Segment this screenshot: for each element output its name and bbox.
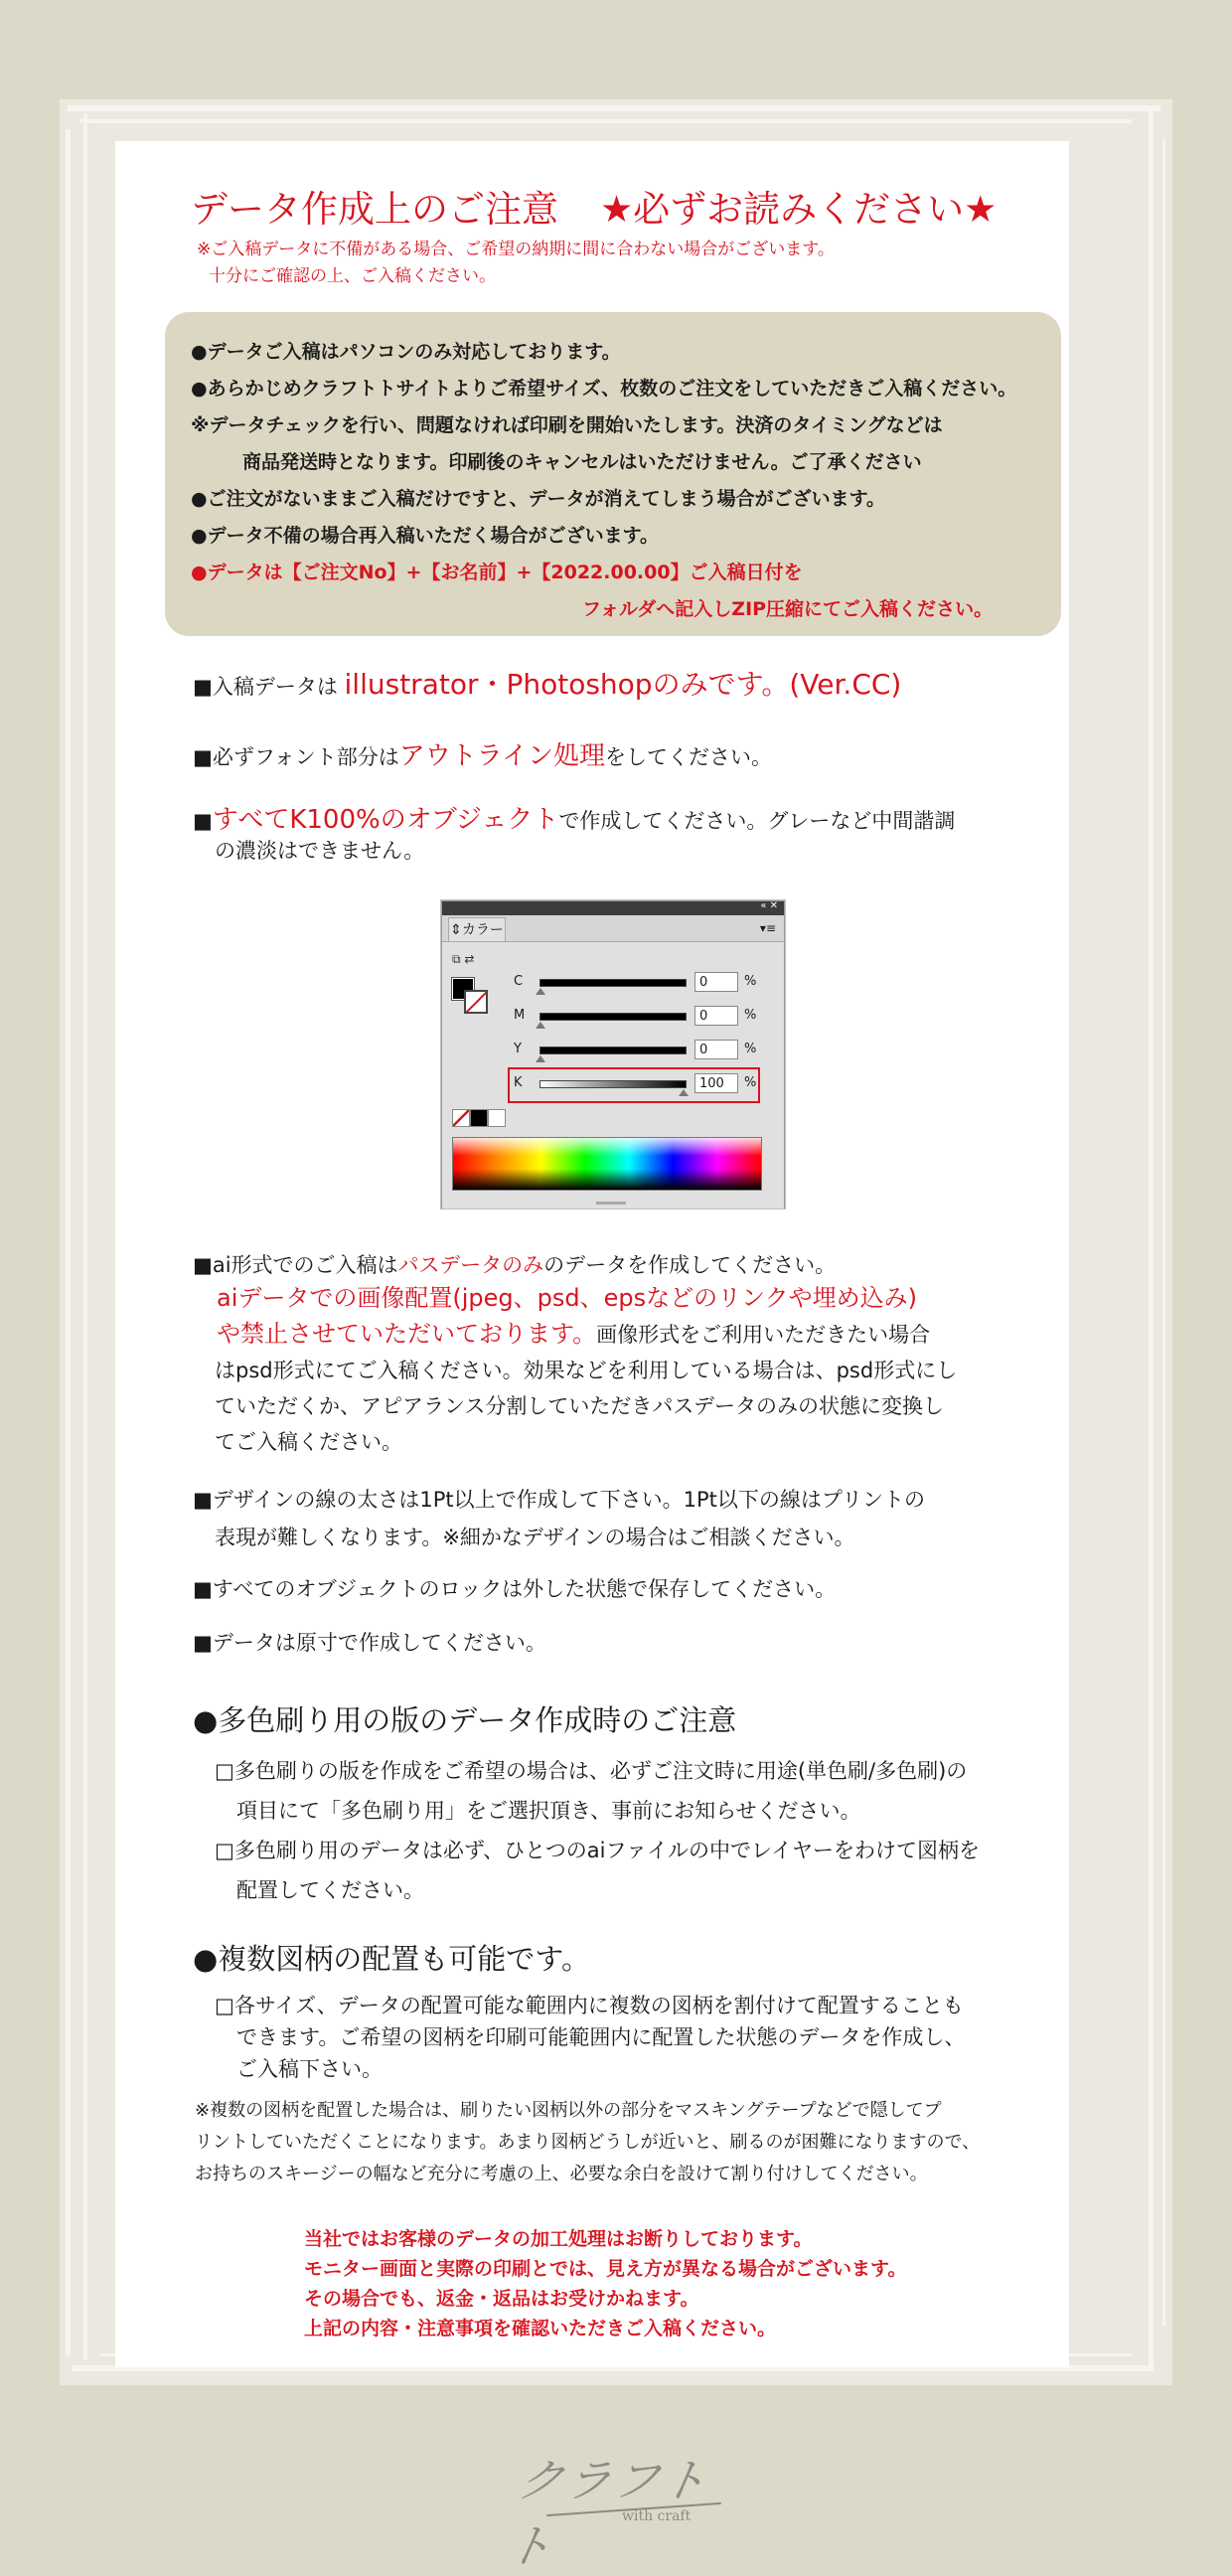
note-line: ※複数の図柄を配置した場合は、刷りたい図柄以外の部分をマスキングテープなどで隠してプ (195, 2100, 942, 2121)
channel-y (514, 1040, 762, 1063)
section-text: 項目にて「多色刷り用」をご選択頂き、事前にお知らせください。 (236, 1799, 861, 1823)
note-line: リントしていただくことになります。あまり図柄どうしが近いと、刷るのが困難になりますので、 (195, 2132, 981, 2153)
bottom-notice-line: モニター画面と実際の印刷とでは、見え方が異なる場合がございます。 (304, 2258, 907, 2280)
section-text: のデータを作成してください。 (543, 1253, 837, 1277)
notice-item: ●ご注文がないままご入稿だけですと、データが消えてしまう場合がございます。 (191, 488, 886, 510)
section-red: パスデータのみ (397, 1253, 544, 1277)
percent-sign: % (744, 974, 757, 989)
section-red-big: aiデータでの画像配置(jpeg、psd、epsなどのリンクや埋め込み) (217, 1284, 917, 1312)
section-outline (193, 741, 772, 772)
channel-slider[interactable] (539, 1013, 687, 1021)
section-red: すべてK100%のオブジェクト (212, 805, 559, 835)
section-software (193, 670, 901, 702)
multicolor-notes (215, 1751, 1059, 1910)
slider-thumb[interactable] (536, 988, 545, 995)
section-text: ■ai形式でのご入稿は (193, 1253, 398, 1277)
section-text: □多色刷りの版を作成をご希望の場合は、必ずご注文時に用途(単色刷/多色刷)の (215, 1759, 968, 1783)
subnote-line: 十分にご確認の上、ご入稿ください。 (209, 266, 496, 286)
panel-body (442, 941, 784, 1208)
section-text: ■必ずフォント部分は (193, 745, 399, 769)
panel-menu-icon[interactable]: ▾≡ (759, 921, 776, 935)
stroke-swatch[interactable] (464, 990, 488, 1014)
bottom-notice (304, 2224, 906, 2343)
subnote (197, 237, 835, 290)
swap-icon[interactable]: ⧉ ⇄ (452, 952, 475, 966)
color-spectrum[interactable] (452, 1137, 762, 1191)
section-text: はpsd形式にてご入稿ください。効果などを利用している場合は、psd形式にし (215, 1359, 958, 1382)
percent-sign: % (744, 1008, 757, 1023)
channel-slider[interactable] (539, 979, 687, 987)
quick-swatches (452, 1109, 506, 1125)
logo (501, 2445, 721, 2573)
section-line-width (193, 1481, 1037, 1556)
channel-c (514, 972, 762, 996)
logo-wordmark: クラフトト (501, 2454, 714, 2573)
section-text: の濃淡はできません。 (215, 839, 425, 863)
logo-tagline: with craft (622, 2508, 692, 2524)
channel-m (514, 1006, 762, 1030)
channel-label: M (514, 1008, 526, 1023)
section-text: 画像形式をご利用いただきたい場合 (596, 1323, 931, 1347)
notice-item: ※データチェックを行い、問題なければ印刷を開始いたします。決済のタイミングなどは (191, 414, 943, 436)
notice-item-red (191, 591, 1061, 628)
resize-grip[interactable] (596, 1202, 626, 1205)
section-scale: ■データは原寸で作成してください。 (193, 1631, 546, 1655)
bottom-notice-line: その場合でも、返金・返品はお受けかねます。 (304, 2288, 699, 2310)
panel-titlebar (442, 901, 784, 915)
notice-item-red-cont: フォルダへ記入しZIP圧縮にてご入稿ください。 (582, 598, 994, 620)
heading-multicolor: ●多色刷り用の版のデータ作成時のご注意 (193, 1703, 737, 1737)
section-text: で作成してください。グレーなど中間諧調 (558, 809, 956, 833)
section-text: □各サイズ、データの配置可能な範囲内に複数の図柄を割付けて配置することも (215, 1994, 964, 2017)
title-highlight: ★必ずお読みください★ (600, 188, 998, 231)
section-red: illustrator・Photoshopのみです。(Ver.CC) (344, 668, 902, 701)
section-text: ■ (193, 809, 213, 833)
tab-label: カラー (461, 922, 504, 938)
tab-arrow-icon: ⇕ (450, 922, 462, 938)
channel-value-input[interactable]: 100 (694, 1073, 738, 1093)
section-text: ■入稿データは (193, 675, 345, 699)
notice-item: ●データ不備の場合再入稿いただく場合がございます。 (191, 525, 660, 547)
section-text: をしてください。 (605, 745, 773, 769)
section-k100 (193, 805, 1037, 866)
section-text: ご入稿下さい。 (236, 2057, 383, 2081)
channel-label: C (514, 974, 524, 989)
notice-item (191, 444, 1061, 481)
slider-thumb[interactable] (536, 1022, 545, 1029)
subnote-line: ※ご入稿データに不備がある場合、ご希望の納期に間に合わない場合がございます。 (197, 240, 835, 259)
title-main: データ作成上のご注意 (191, 188, 558, 231)
color-panel (441, 900, 785, 1208)
section-path-data (193, 1250, 1037, 1460)
channel-label: Y (514, 1042, 522, 1056)
note-line: お持ちのスキージーの幅など充分に考慮の上、必要な余白を設けて割り付けしてください。 (195, 2164, 928, 2184)
heading-multi-design: ●複数図柄の配置も可能です。 (193, 1942, 590, 1976)
section-text: ■デザインの線の太さは1Pt以上で作成して下さい。1Pt以下の線はプリントの (193, 1488, 926, 1512)
black-swatch[interactable] (470, 1109, 488, 1127)
notice-item: ●あらかじめクラフトトサイトよりご希望サイズ、枚数のご注文をしていただきご入稿ください。 (191, 378, 1017, 400)
percent-sign: % (744, 1075, 757, 1090)
section-text: ていただくか、アピアランス分割していただきパスデータのみの状態に変換し (215, 1394, 944, 1418)
close-icon[interactable]: « ✕ (760, 900, 778, 911)
section-red-big: や禁止させていただいております。 (217, 1320, 597, 1348)
tab-color[interactable] (448, 917, 506, 942)
slider-thumb[interactable] (536, 1055, 545, 1062)
section-text: 表現が難しくなります。※細かなデザインの場合はご相談ください。 (215, 1526, 855, 1549)
section-text: □多色刷り用のデータは必ず、ひとつのaiファイルの中でレイヤーをわけて図柄を (215, 1839, 980, 1862)
channel-slider[interactable] (539, 1046, 687, 1054)
white-swatch[interactable] (488, 1109, 506, 1127)
channel-value-input[interactable]: 0 (694, 1040, 738, 1059)
bottom-notice-line: 当社ではお客様のデータの加工処理はお断りしております。 (304, 2228, 813, 2250)
page-title (191, 179, 997, 233)
channel-label: K (514, 1075, 523, 1090)
channel-value-input[interactable]: 0 (694, 972, 738, 992)
section-red: アウトライン処理 (398, 741, 606, 771)
section-text: できます。ご希望の図柄を印刷可能範囲内に配置した状態のデータを作成し、 (236, 2025, 966, 2049)
notice-item: ●データご入稿はパソコンのみ対応しております。 (191, 341, 621, 363)
section-lock: ■すべてのオブジェクトのロックは外した状態で保存してください。 (193, 1577, 837, 1601)
channel-value-input[interactable]: 0 (694, 1006, 738, 1026)
notice-item-cont: 商品発送時となります。印刷後のキャンセルはいただけません。ご了承ください (242, 451, 922, 473)
section-text: 配置してください。 (236, 1878, 424, 1902)
content-panel (115, 141, 1069, 2367)
bottom-notice-line: 上記の内容・注意事項を確認いただきご入稿ください。 (304, 2318, 777, 2339)
section-text: てご入稿ください。 (215, 1430, 402, 1454)
k-highlight-frame (508, 1067, 760, 1103)
percent-sign: % (744, 1042, 757, 1056)
none-swatch[interactable] (452, 1109, 470, 1127)
notice-box (165, 312, 1061, 636)
multi-design-notes (215, 1990, 1059, 2085)
masking-note (195, 2095, 1069, 2190)
notice-item-red: ●データは【ご注文No】+【お名前】+【2022.00.00】ご入稿日付を (191, 562, 803, 583)
